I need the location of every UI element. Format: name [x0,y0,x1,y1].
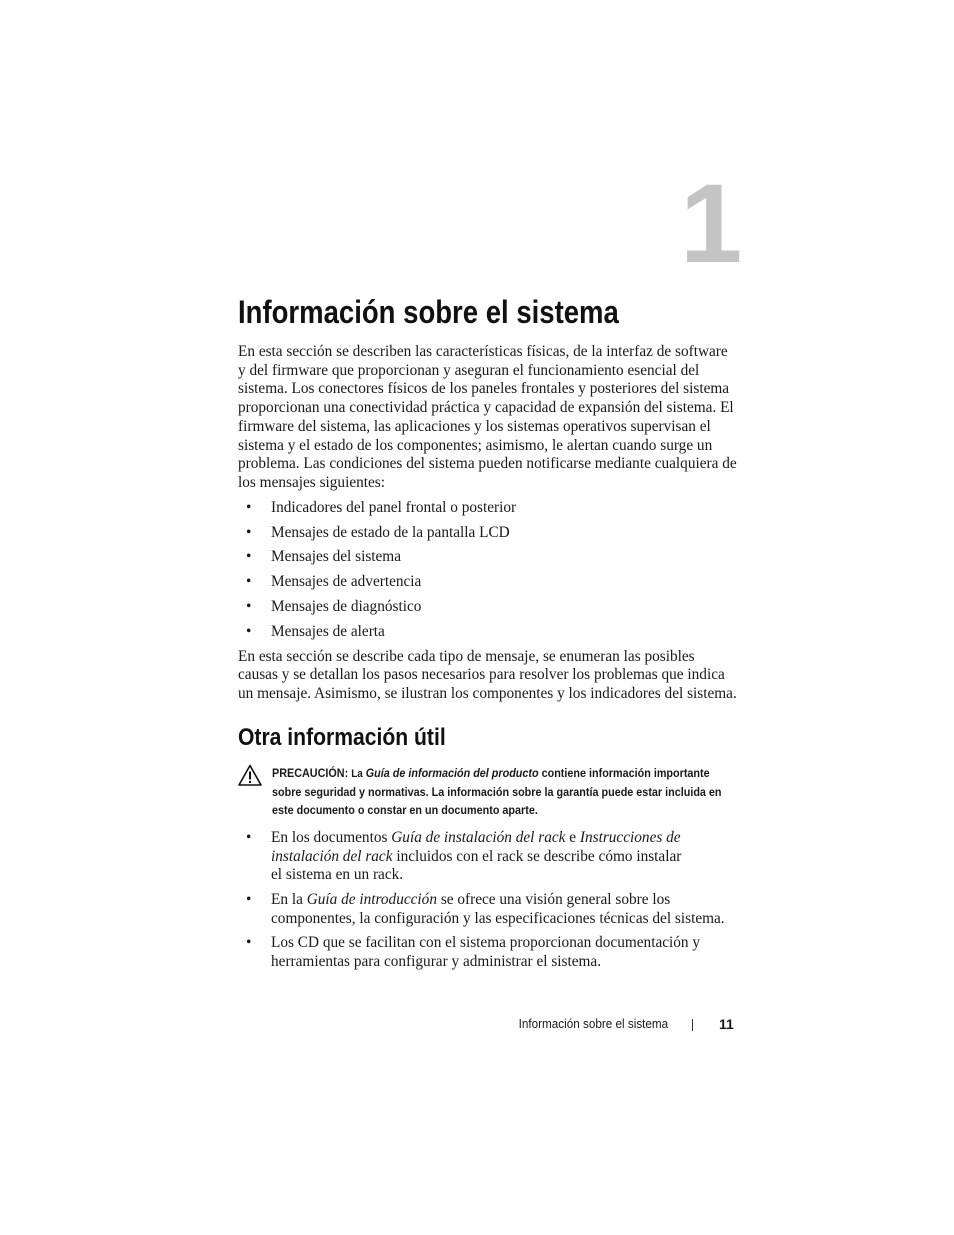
list-item-text: e [569,828,577,846]
bullet-icon: • [246,891,252,908]
bullet-icon: • [246,573,252,591]
footer-divider [692,1019,693,1031]
list-item [238,934,738,971]
list-item [238,524,738,543]
list-item-text: Mensajes de estado de la pantalla LCD [271,523,510,541]
list-item-text: Mensajes de advertencia [271,573,422,591]
page-footer [0,1014,954,1034]
main-content [238,343,738,978]
list-item-text: incluidos con el rack se describe cómo instalar el sistema en un rack. [271,847,682,884]
bullet-icon: • [246,498,252,516]
caution-label: PRECAUCIÓN: [272,765,349,780]
bullet-icon: • [246,828,252,846]
caution-prefix: La [351,767,363,780]
list-item [238,499,738,518]
warning-triangle-icon [238,764,262,786]
doc-title: Instrucciones de instalación del rack [271,828,681,865]
bullet-icon: • [246,934,252,952]
caution-text: contiene información importante sobre seguridad y normativas. La información sobre la garantía puede estar incluida en este documento o constar en un documento aparte. [272,765,722,817]
bullet-icon: • [246,598,252,616]
list-item [238,829,691,885]
footer-title: Información sobre el sistema [518,1016,668,1031]
section-heading: Otra información útil [238,723,446,751]
list-item [238,891,738,928]
list-item [238,548,738,567]
list-item [238,598,738,617]
caution-doc-title: Guía de información del producto [365,765,539,780]
list-item-text: Mensajes de alerta [271,623,385,641]
list-item-text: Indicadores del panel frontal o posterior [271,498,517,516]
bullet-icon: • [246,523,252,541]
list-item-text: se ofrece una visión general sobre los componentes, la configuración y las especificaciones técnicas del sistema. [271,891,725,927]
list-item-text: Mensajes del sistema [271,548,401,566]
page-title: Información sobre el sistema [238,294,619,330]
doc-title: Guía de introducción [306,891,437,908]
intro-paragraph: En esta sección se describen las características físicas, de la interfaz de software y del firmware que proporcionan y aseguran el funcionamiento esencial del sistema. Los conectores físicos de los paneles frontales y posteriores del sistema proporcionan una conectividad práctica y capacidad de expansión del sistema. El firmware del sistema, las aplicaciones y los sistemas operativos supervisan el sistema y el estado de los componentes; asimismo, le alertan cuando surge un problema. Las condiciones del sistema pueden notificarse mediante cualquiera de los mensajes siguientes: [238,343,737,491]
list-item-text: En los documentos [271,828,388,846]
closing-paragraph: En esta sección se describe cada tipo de mensaje, se enumeran las posibles causas y se detallan los pasos necesarios para resolver los problemas que indica un mensaje. Asimismo, se ilustran los componentes y los indicadores del sistema. [238,647,737,703]
chapter-number: 1 [680,161,741,286]
bullet-icon: • [246,548,252,566]
bullet-icon: • [246,623,252,641]
list-item-text: Mensajes de diagnóstico [271,598,422,616]
caution-note [238,764,738,819]
list-item [238,573,738,592]
documentation-list [238,829,738,972]
page-number: 11 [719,1016,734,1032]
list-item [238,623,738,642]
message-type-list [238,499,738,642]
doc-title: Guía de instalación del rack [391,828,566,846]
list-item-text: En la [271,891,303,908]
list-item-text: Los CD que se facilitan con el sistema proporcionan documentación y herramientas para configurar y administrar el sistema. [271,934,701,971]
